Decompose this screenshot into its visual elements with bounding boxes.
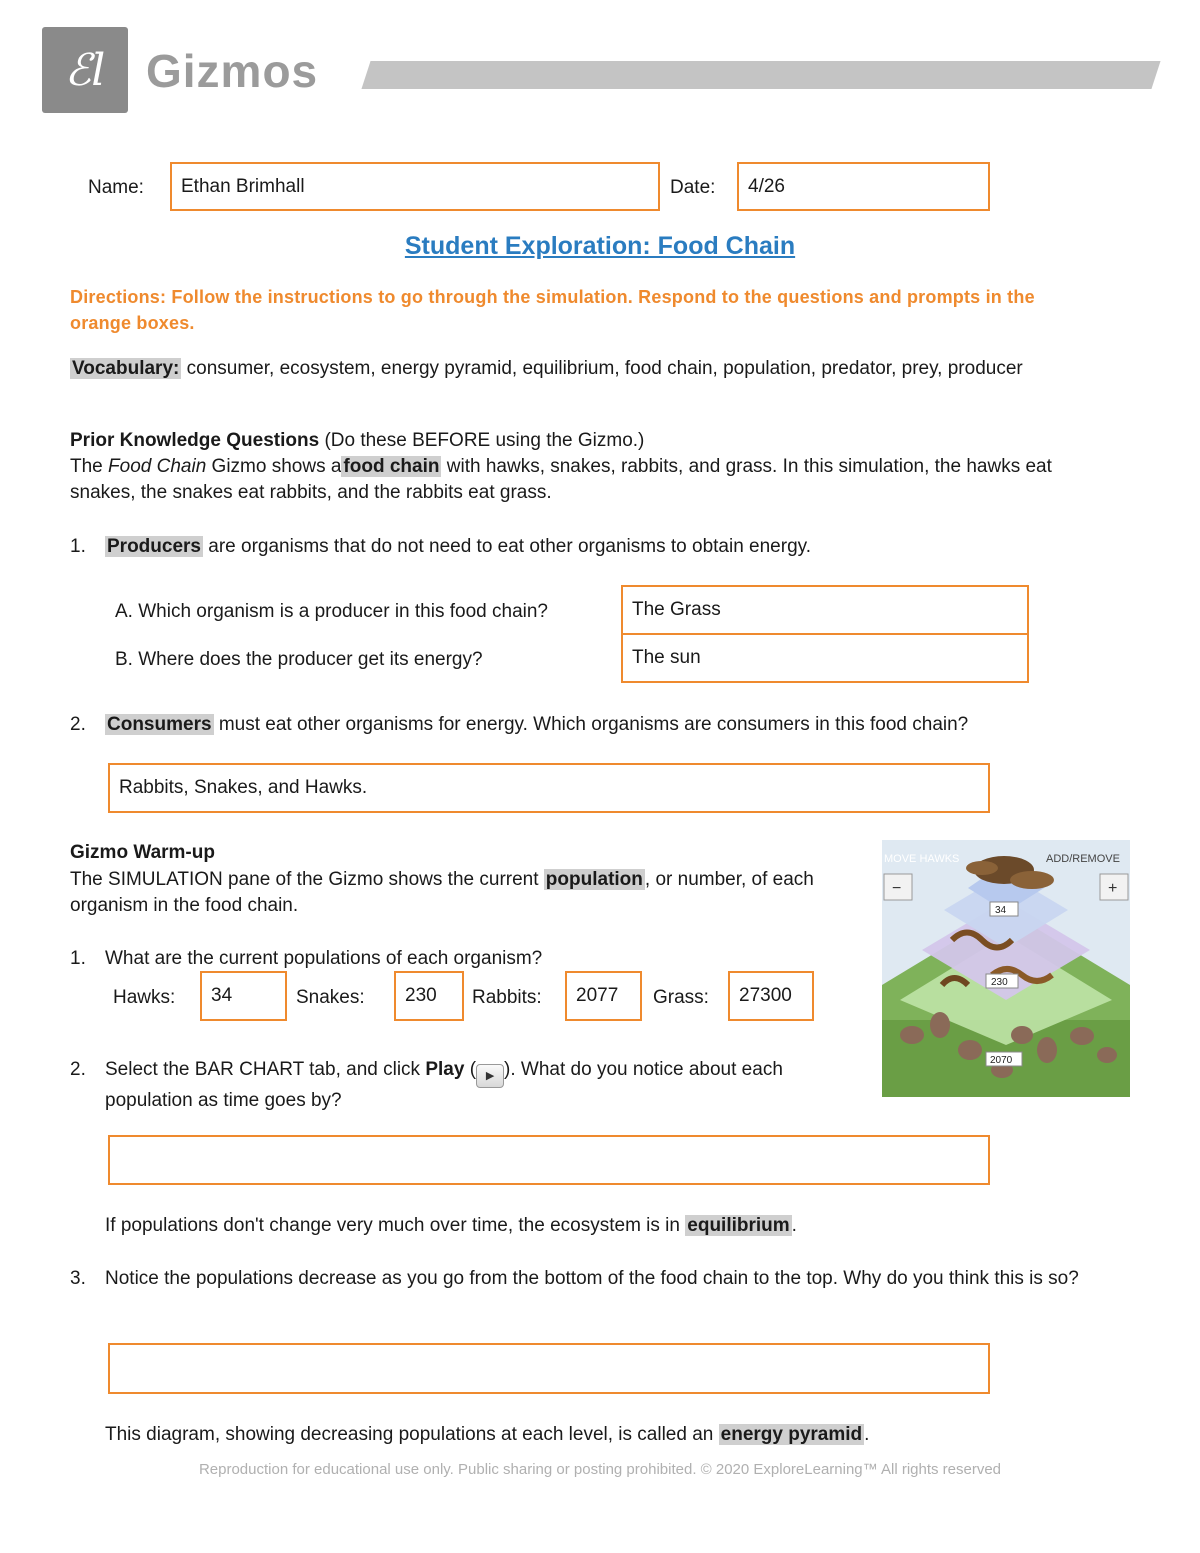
move-hawks-label: MOVE HAWKS <box>884 853 960 865</box>
prior-text-3: Gizmo shows a <box>211 456 342 477</box>
warmup-q2-text-c: ). What do you notice about each population as time goes by? <box>105 1059 783 1111</box>
prior-text-1: The <box>70 456 103 477</box>
equilibrium-text <box>105 1213 797 1239</box>
energy-pyramid-text <box>105 1422 869 1448</box>
equilibrium-term: equilibrium <box>687 1215 790 1236</box>
prior-knowledge-text <box>70 454 1100 506</box>
warmup-q2-paren: ( <box>469 1059 477 1080</box>
simulation-pyramid-image <box>882 840 1130 1097</box>
name-value: Ethan Brimhall <box>181 175 305 197</box>
pyramid-svg <box>882 840 1130 1097</box>
warmup-q2-text <box>105 1057 845 1114</box>
rabbits-field[interactable] <box>565 971 642 1021</box>
rabbits-count: 2070 <box>990 1055 1013 1066</box>
directions: Directions: Follow the instructions to go through the simulation. Respond to the questions and prompts in the orange boxes. <box>70 287 1035 333</box>
prior-text-5: with hawks, snakes, rabbits, and grass. In this simulation, the hawks eat snakes, the snakes eat rabbits, and the rabbits eat grass. <box>70 456 1052 503</box>
q2-term: Consumers <box>107 714 212 735</box>
prior-heading-note: (Do these BEFORE using the Gizmo.) <box>324 430 645 451</box>
snakes-field[interactable] <box>394 971 464 1021</box>
q1-text <box>105 534 811 560</box>
name-label: Name: <box>88 177 144 198</box>
footer: Reproduction for educational use only. Public sharing or posting prohibited. © 2020 ExploreLearning™ All rights reserved <box>198 1461 1002 1478</box>
logo-glyph: ℰl <box>64 44 106 96</box>
rabbits-value: 2077 <box>576 985 619 1006</box>
explorelearning-logo <box>42 27 128 113</box>
hawks-label: Hawks: <box>113 987 176 1008</box>
energy-pyramid-period: . <box>864 1424 870 1445</box>
date-value: 4/26 <box>748 175 785 197</box>
grass-label: Grass: <box>653 987 709 1008</box>
q1-term: Producers <box>107 536 201 557</box>
prior-knowledge-heading <box>70 428 644 454</box>
rabbits-label: Rabbits: <box>472 987 542 1008</box>
snakes-value: 230 <box>405 985 437 1006</box>
prior-term-food-chain: food chain <box>343 456 440 477</box>
prior-gizmo-name: Food Chain <box>108 456 207 477</box>
equilibrium-period: . <box>791 1215 797 1236</box>
grass-field[interactable] <box>728 971 814 1021</box>
grass-value: 27300 <box>739 985 792 1006</box>
play-icon: ▶ <box>476 1064 504 1088</box>
q1a-label: A. Which organism is a producer in this food chain? <box>115 601 548 622</box>
brand-name: Gizmos <box>146 45 319 97</box>
warmup-q2-answer-field[interactable] <box>108 1135 990 1185</box>
q2-number: 2. <box>70 714 86 735</box>
warmup-intro <box>70 867 870 919</box>
q2-answer-field[interactable] <box>108 763 990 813</box>
prior-heading: Prior Knowledge Questions <box>70 430 320 451</box>
q2-statement: must eat other organisms for energy. Which organisms are consumers in this food chain? <box>218 714 969 735</box>
snakes-count: 230 <box>991 977 1008 988</box>
equilibrium-text-a: If populations don't change very much over time, the ecosystem is in <box>105 1215 680 1236</box>
name-field[interactable] <box>170 162 660 211</box>
vocabulary-label: Vocabulary: <box>72 358 180 379</box>
hawks-value: 34 <box>211 985 233 1006</box>
page-title: Student Exploration: Food Chain <box>404 232 796 260</box>
q1-number: 1. <box>70 536 86 557</box>
hawks-field[interactable] <box>200 971 287 1021</box>
plus-button: + <box>1108 880 1118 897</box>
q1-statement: are organisms that do not need to eat other organisms to obtain energy. <box>208 536 812 557</box>
q1b-answer: The sun <box>632 647 701 668</box>
snakes-label: Snakes: <box>296 987 365 1008</box>
warmup-q2-number: 2. <box>70 1059 86 1080</box>
warmup-intro-2: , or number, of each organism in the food chain. <box>70 869 814 916</box>
q1a-answer: The Grass <box>632 599 721 620</box>
warmup-heading: Gizmo Warm-up <box>70 842 215 863</box>
warmup-q3-number: 3. <box>70 1268 86 1289</box>
add-remove-label: ADD/REMOVE <box>1046 853 1120 865</box>
energy-pyramid-term: energy pyramid <box>720 1424 863 1445</box>
q2-text <box>105 712 968 738</box>
q1a-answer-field[interactable] <box>621 585 1029 635</box>
warmup-q3-answer-field[interactable] <box>108 1343 990 1394</box>
q2-answer: Rabbits, Snakes, and Hawks. <box>119 777 368 798</box>
vocabulary-text: consumer, ecosystem, energy pyramid, equilibrium, food chain, population, predator, prey, producer <box>186 358 1023 379</box>
warmup-q1-number: 1. <box>70 948 86 969</box>
warmup-q2-text-a: Select the BAR CHART tab, and click <box>105 1059 421 1080</box>
date-label: Date: <box>670 177 716 198</box>
q1b-answer-field[interactable] <box>621 633 1029 683</box>
warmup-q1-text: What are the current populations of each organism? <box>105 948 543 969</box>
minus-button: − <box>892 880 902 897</box>
warmup-q3-text: Notice the populations decrease as you go from the bottom of the food chain to the top. Why do you think this is so? <box>105 1268 1079 1289</box>
header-bar <box>361 61 1160 89</box>
q1b-label: B. Where does the producer get its energy? <box>115 649 483 670</box>
energy-pyramid-text-a: This diagram, showing decreasing populations at each level, is called an <box>105 1424 714 1445</box>
warmup-term-population: population <box>545 869 643 890</box>
warmup-intro-1: The SIMULATION pane of the Gizmo shows the current <box>70 869 539 890</box>
vocabulary <box>70 356 1070 382</box>
play-label: Play <box>425 1059 465 1080</box>
hawks-count: 34 <box>995 905 1007 916</box>
date-field[interactable] <box>737 162 990 211</box>
